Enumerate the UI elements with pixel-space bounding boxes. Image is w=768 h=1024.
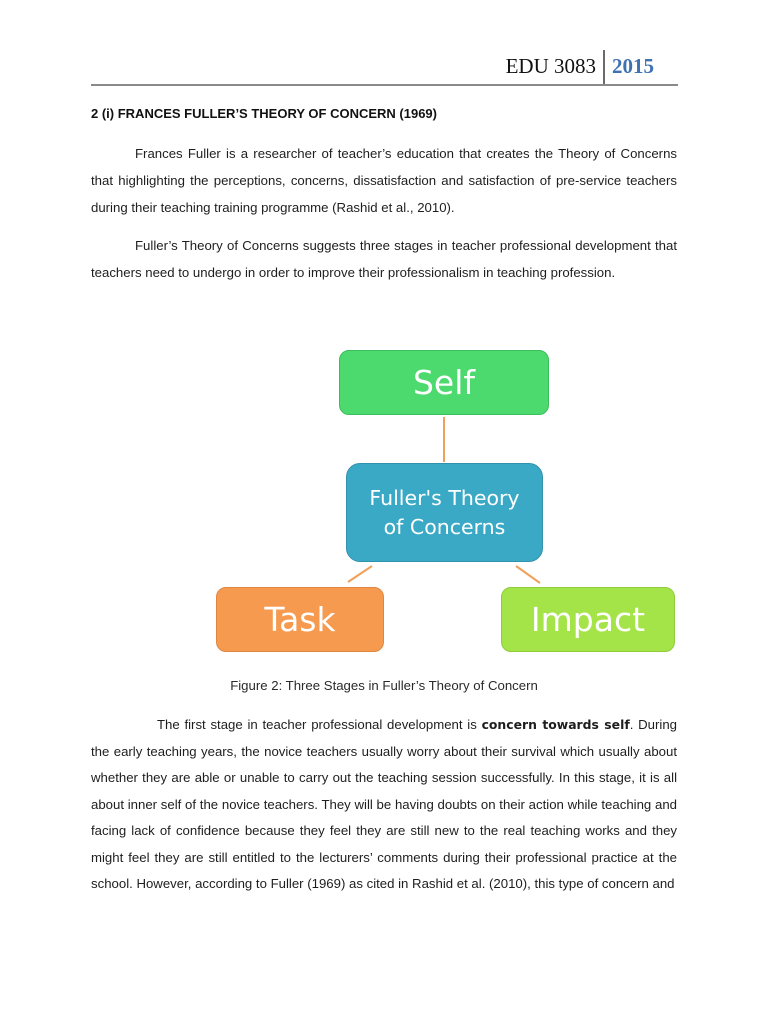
node-self: Self — [339, 350, 549, 415]
course-code: EDU 3083 — [505, 54, 596, 78]
paragraph-first-stage — [91, 712, 677, 898]
paragraph-first-stage-text-a: The first stage in teacher professional development is — [157, 717, 482, 732]
figure-caption: Figure 2: Three Stages in Fuller’s Theory of Concern — [230, 678, 538, 693]
paragraph-first-stage-text-b: . During the early teaching years, the novice teachers usually worry about their survival which usually about whether they are able or unable to carry out the teaching session successfully. In this stage, it is all about inner self of the novice teachers. They will be having doubts on their action while teaching and facing lack of confidence because they feel they are still new to the real teaching works and they might feel they are still entitled to the lecturers’ comments during their professional practice at the school. However, according to Fuller (1969) as cited in Rashid et al. (2010), this type of concern and — [91, 717, 677, 891]
header-separator — [603, 50, 605, 86]
connector-impact — [516, 566, 540, 583]
header-year: 2015 — [612, 54, 654, 78]
node-center: Fuller's Theory of Concerns — [346, 463, 543, 562]
connector-task — [348, 566, 372, 582]
paragraph-intro: Frances Fuller is a researcher of teacher’s education that creates the Theory of Concerns that highlighting the perceptions, concerns, dissatisfaction and satisfaction of pre-service teachers during their teaching training programme (Rashid et al., 2010). — [91, 146, 677, 215]
node-task: Task — [216, 587, 384, 652]
header-rule — [91, 84, 678, 86]
page-header — [0, 50, 768, 86]
paragraph-stages: Fuller’s Theory of Concerns suggests three stages in teacher professional development that teachers need to undergo in order to improve their professionalism in teaching profession. — [91, 238, 677, 280]
section-heading: 2 (i) FRANCES FULLER’S THEORY OF CONCERN (1969) — [91, 106, 437, 121]
concern-towards-self-emphasis: concern towards self — [481, 717, 630, 732]
node-impact: Impact — [501, 587, 675, 652]
